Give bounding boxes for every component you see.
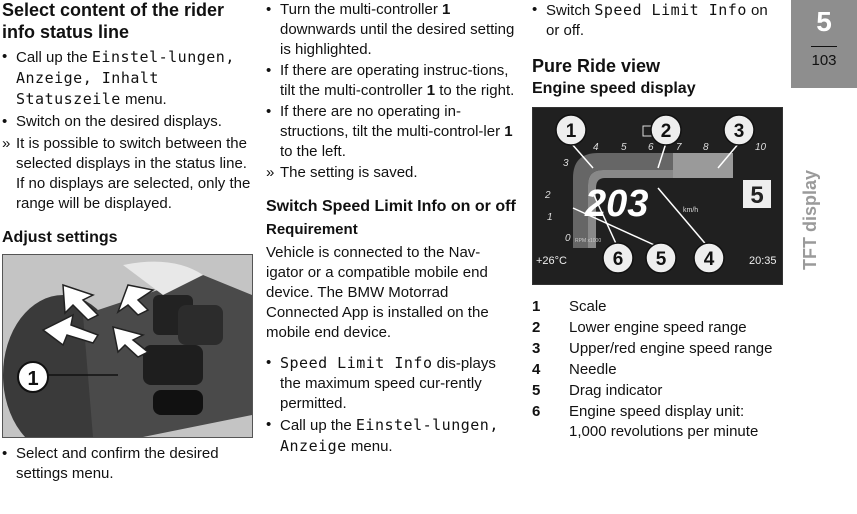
bullet-tilt-right	[266, 61, 516, 101]
legend-number: 4	[532, 361, 541, 378]
chapter-number: 5	[816, 6, 832, 37]
subheading-engine-speed-display: Engine speed display	[532, 80, 696, 97]
controller-ref: 1	[504, 123, 513, 140]
gear-indicator: 5	[750, 182, 764, 209]
tft-display-illustration	[533, 108, 782, 284]
scale-tick-4: 4	[593, 142, 599, 153]
legend-number: 1	[532, 298, 541, 315]
legend-item	[532, 339, 782, 359]
scale-tick-1: 1	[547, 212, 553, 223]
controller-ref: 1	[442, 1, 451, 18]
legend-text: Upper/red engine speed range	[569, 340, 773, 357]
heading-adjust-settings: Adjust settings	[2, 229, 118, 246]
result-setting-saved: » The setting is saved.	[266, 163, 516, 183]
bullet-turn-controller	[266, 0, 516, 60]
side-chapter-title: TFT display	[800, 169, 820, 270]
bullet-text: Call up the	[280, 417, 356, 434]
menu-path: Einstel-lungen, Anzeige	[280, 416, 499, 455]
display-callout-5: 5	[655, 249, 667, 270]
legend-item	[532, 402, 782, 442]
column-2	[266, 0, 516, 457]
page-number: 103	[811, 52, 837, 69]
legend-number: 6	[532, 403, 541, 420]
menu-item-name: Speed Limit Info	[594, 1, 747, 19]
bullet-text-end: dis-plays the maximum speed cur-rently permitted.	[280, 355, 496, 412]
scale-tick-2: 2	[545, 190, 551, 201]
legend-number: 5	[532, 382, 541, 399]
column-3	[532, 0, 782, 443]
display-callout-2: 2	[660, 121, 672, 142]
bullet-text-end: to the left.	[280, 143, 346, 160]
scale-tick-7: 7	[676, 142, 682, 153]
bullet-select-confirm: • Select and confirm the desired settings menu.	[2, 444, 252, 484]
tft-display-image	[532, 107, 783, 285]
bullet-text-end: to the right.	[435, 82, 515, 99]
clock: 20:35	[749, 255, 777, 267]
chapter-tab	[791, 0, 857, 88]
legend-text: Lower engine speed range	[569, 319, 747, 336]
bullet-text: Switch	[546, 2, 595, 19]
legend-item	[532, 318, 782, 338]
bullet-switch-speed-limit	[532, 0, 782, 41]
bullet-switch-on-displays: • Switch on the desired displays.	[2, 112, 252, 132]
legend-number: 2	[532, 319, 541, 336]
requirement-text: Vehicle is connected to the Nav-igator or a compatible mobile end device. The BMW Motorrad Connected App is installed on the mobile end device.	[266, 244, 489, 341]
bullet-call-up-display-menu	[266, 415, 516, 457]
scale-tick-0: 0	[565, 233, 571, 244]
scale-tick-8: 8	[703, 142, 709, 153]
speed-value: 203	[585, 183, 649, 225]
bullet-text: If there are no operating in-structions, tilt the multi-control-ler	[280, 103, 505, 140]
bullet-speed-limit-info	[266, 353, 516, 414]
display-callout-6: 6	[612, 249, 624, 270]
bullet-text-end: on or off.	[546, 2, 768, 39]
bullet-text-end: menu.	[125, 91, 167, 108]
bullet-tilt-left	[266, 102, 516, 162]
rpm-unit-label: RPM x1000	[575, 238, 602, 244]
bullet-text: Turn the multi-controller	[280, 1, 442, 18]
bullet-text: If there are operating instruc-tions, tilt the multi-controller	[280, 62, 509, 99]
bullet-text: Call up the	[16, 49, 92, 66]
controller-ref: 1	[426, 82, 436, 99]
heading-speed-limit-info: Switch Speed Limit Info on or off	[266, 198, 516, 215]
scale-tick-5: 5	[621, 142, 627, 153]
handlebar-controls-image	[2, 254, 253, 438]
speed-unit: km/h	[683, 207, 699, 214]
heading-select-content: Select content of the rider info status line	[2, 0, 225, 42]
menu-path: Einstel-lungen, Anzeige, Inhalt Statuszeile	[16, 48, 235, 108]
display-callout-3: 3	[733, 121, 745, 142]
legend-item	[532, 297, 782, 317]
legend-number: 3	[532, 340, 541, 357]
legend-item	[532, 381, 782, 401]
result-switch-displays: » It is possible to switch between the selected displays in the status line. If no displays are selected, only the range will be displayed.	[2, 134, 252, 214]
display-callout-4: 4	[703, 249, 715, 270]
menu-item-name: Speed Limit Info	[280, 354, 433, 372]
display-legend	[532, 297, 782, 442]
legend-text: Engine speed display unit: 1,000 revolutions per minute	[569, 403, 759, 440]
temperature: +26°C	[536, 255, 568, 267]
legend-text: Needle	[569, 361, 617, 378]
subheading-requirement: Requirement	[266, 221, 358, 238]
handlebar-illustration	[3, 255, 252, 437]
display-callout-1: 1	[565, 121, 577, 142]
legend-text: Scale	[569, 298, 607, 315]
bullet-text-end: downwards until the desired setting is highlighted.	[280, 21, 515, 58]
bullet-call-up-menu	[2, 47, 252, 110]
bullet-text-end: menu.	[346, 438, 393, 455]
heading-pure-ride-view: Pure Ride view	[532, 56, 661, 76]
image-callout-1: 1	[27, 368, 39, 390]
legend-item	[532, 360, 782, 380]
legend-text: Drag indicator	[569, 382, 663, 399]
scale-tick-10: 10	[755, 142, 767, 153]
tab-divider	[811, 46, 837, 47]
column-1	[2, 0, 252, 484]
scale-tick-6: 6	[648, 142, 654, 153]
scale-tick-3: 3	[563, 158, 569, 169]
